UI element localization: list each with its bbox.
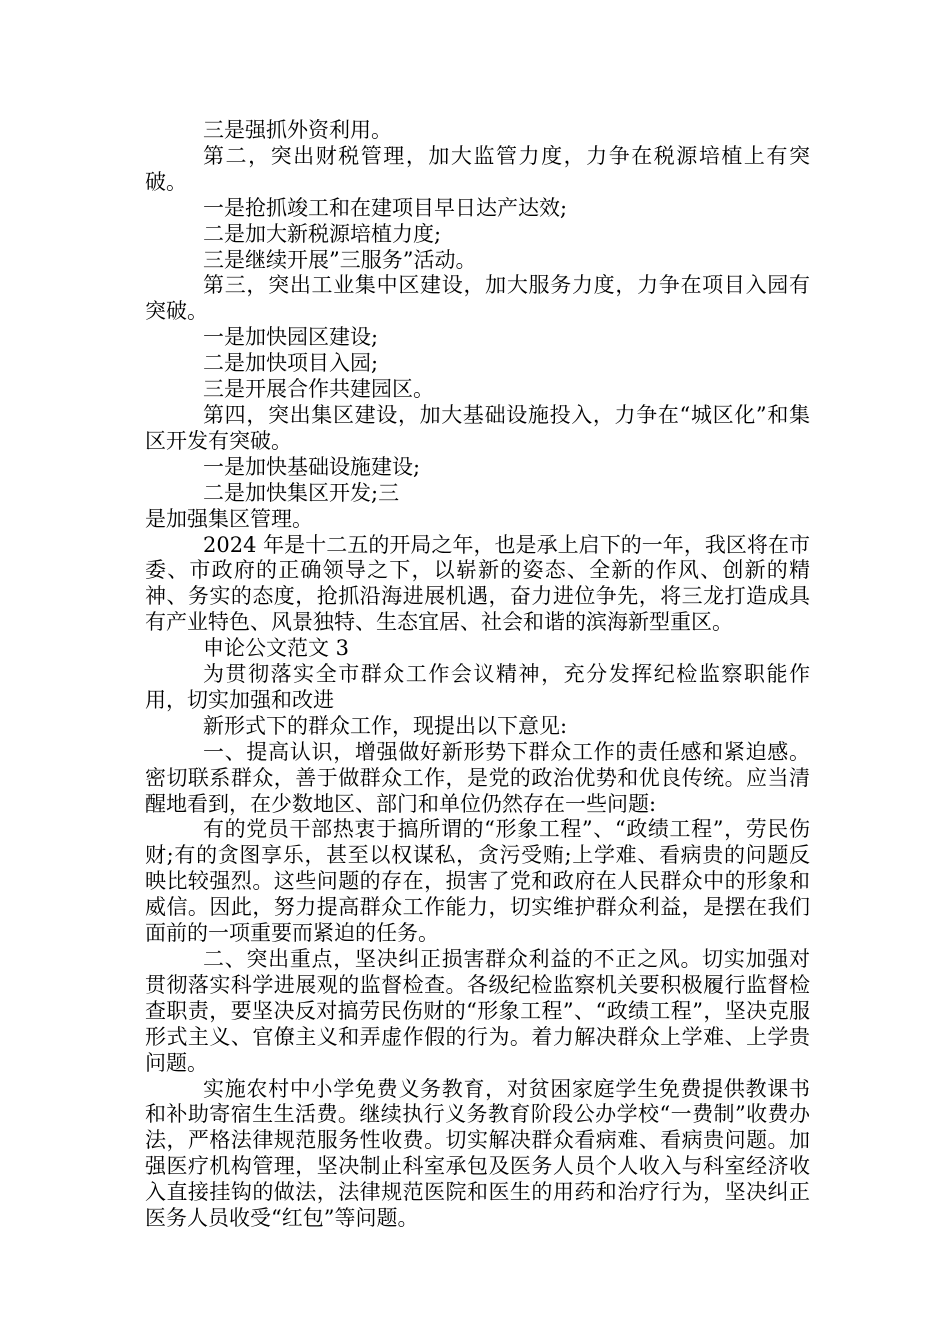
paragraph: 一、提高认识，增强做好新形势下群众工作的责任感和紧迫感。密切联系群众，善于做群众工作，是党的政治优势和优良传统。应当清醒地看到，在少数地区、部门和单位仍然存在一些问题: (145, 739, 810, 816)
paragraph: 一是抢抓竣工和在建项目早日达产达效; (203, 195, 568, 220)
document-body (145, 118, 810, 1232)
paragraph: 有的党员干部热衷于搞所谓的“形象工程”、“政绩工程”，劳民伤财;有的贪图享乐，甚至以权谋私，贪污受贿;上学难、看病贵的问题反映比较强烈。这些问题的存在，损害了党和政府在人民群众中的形象和威信。因此，努力提高群众工作能力，切实维护群众利益，是摆在我们面前的一项重要而紧迫的任务。 (145, 817, 810, 946)
paragraph: 第四，突出集区建设，加大基础设施投入，力争在“城区化”和集区开发有突破。 (145, 402, 810, 453)
paragraph: 新形式下的群众工作，现提出以下意见: (203, 713, 568, 738)
paragraph: 实施农村中小学免费义务教育，对贫困家庭学生免费提供教课书和补助寄宿生生活费。继续执行义务教育阶段公办学校“一费制”收费办法，严格法律规范服务性收费。切实解决群众看病难、看病贵问题。加强医疗机构管理，坚决制止科室承包及医务人员个人收入与科室经济收入直接挂钩的做法，法律规范医院和医生的用药和治疗行为，坚决纠正医务人员收受“红包”等问题。 (145, 1076, 810, 1231)
paragraph: 一是加快园区建设; (203, 325, 379, 350)
paragraph: 三是强抓外资利用。 (203, 118, 392, 142)
paragraph: 二是加大新税源培植力度; (203, 221, 442, 246)
paragraph: 第三，突出工业集中区建设，加大服务力度，力争在项目入园有突破。 (145, 273, 810, 324)
paragraph: 二是加快集区开发;三 (203, 480, 400, 505)
paragraph: 二、突出重点，坚决纠正损害群众利益的不正之风。切实加强对贯彻落实科学进展观的监督检查。各级纪检监察机关要积极履行监督检查职责，要坚决反对搞劳民伤财的“形象工程”、“政绩工程”，坚决克服形式主义、官僚主义和弄虚作假的行为。着力解决群众上学难、上学贵问题。 (145, 947, 810, 1075)
paragraph: 是加强集区管理。 (145, 506, 313, 531)
paragraph: 为贯彻落实全市群众工作会议精神，充分发挥纪检监察职能作用，切实加强和改进 (145, 662, 810, 712)
paragraph: 第二，突出财税管理，加大监管力度，力争在税源培植上有突破。 (145, 143, 810, 194)
paragraph: 二是加快项目入园; (203, 351, 379, 376)
section-heading: 申论公文范文 3 (203, 636, 350, 661)
paragraph: 三是开展合作共建园区。 (203, 377, 434, 402)
paragraph: 一是加快基础设施建设; (203, 454, 421, 479)
paragraph: 三是继续开展”三服务”活动。 (203, 247, 477, 272)
paragraph: 2024 年是十二五的开局之年，也是承上启下的一年，我区将在市委、市政府的正确领导之下，以崭新的姿态、全新的作风、创新的精神、务实的态度，抢抓沿海进展机遇，奋力进位争先，将三龙打造成具有产业特色、风景独特、生态宜居、社会和谐的滨海新型重区。 (145, 532, 810, 635)
